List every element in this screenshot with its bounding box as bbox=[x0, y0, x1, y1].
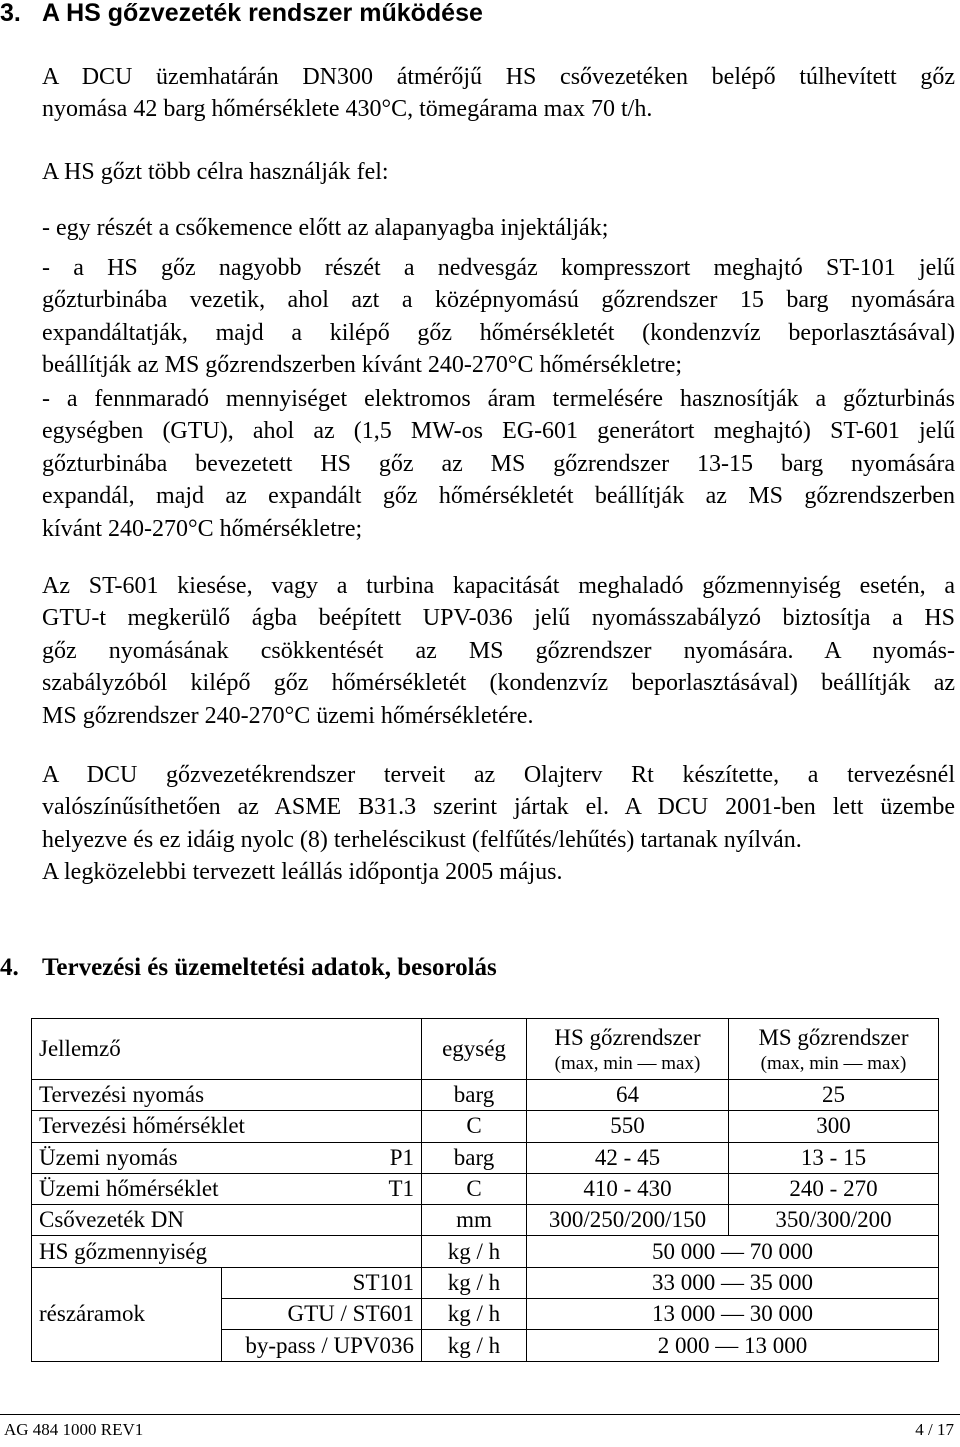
paragraph-6 bbox=[42, 570, 955, 732]
paragraph-5 bbox=[42, 383, 955, 545]
paragraph-2 bbox=[42, 156, 955, 188]
table-row bbox=[32, 1142, 939, 1173]
row-name: Tervezési hőmérséklet bbox=[32, 1111, 422, 1142]
paragraph-line: A DCU gőzvezetékrendszer terveit az Olajterv Rt készítette, a tervezésnél bbox=[42, 762, 955, 788]
table-row bbox=[32, 1111, 939, 1142]
row-unit: kg / h bbox=[422, 1299, 527, 1330]
row-name: Csővezeték DN bbox=[32, 1205, 422, 1236]
row-unit: C bbox=[422, 1173, 527, 1204]
paragraph-line: beállítják az MS gőzrendszerben kívánt 240-270°C hőmérsékletre; bbox=[42, 352, 683, 379]
section-4-heading bbox=[0, 953, 497, 983]
row-unit: barg bbox=[422, 1080, 527, 1111]
row-tag: T1 bbox=[388, 1176, 414, 1202]
table-row bbox=[32, 1173, 939, 1204]
design-data-table bbox=[31, 1018, 939, 1362]
row-name-cell bbox=[32, 1142, 422, 1173]
paragraph-line: GTU-t megkerülő ágba beépített UPV-036 jelű nyomásszabályzó biztosítja a HS bbox=[42, 605, 955, 632]
paragraph-line: valószínűsíthetően az ASME B31.3 szerint jártak el. A DCU 2001-ben lett üzembe bbox=[42, 794, 955, 821]
paragraph-line: nyomása 42 barg hőmérséklete 430°C, tömegárama max 70 t/h. bbox=[42, 96, 653, 123]
row-unit: barg bbox=[422, 1142, 527, 1173]
section-3-title: A HS gőzvezeték rendszer működése bbox=[42, 0, 483, 27]
paragraph-line: expandál, majd az expandált gőz hőmérsékletét beállítják az MS gőzrendszerben bbox=[42, 483, 955, 510]
paragraph-line: A HS gőzt több célra használják fel: bbox=[42, 159, 389, 185]
row-combined-value: 2 000 — 13 000 bbox=[527, 1330, 939, 1361]
row-tag: P1 bbox=[389, 1144, 414, 1170]
paragraph-line: egységben (GTU), ahol az (1,5 MW-os EG-601 generátort meghajtó) ST-601 jelű bbox=[42, 418, 955, 445]
row-hs-value: 550 bbox=[527, 1111, 729, 1142]
paragraph-7 bbox=[42, 759, 955, 889]
row-name: Üzemi hőmérséklet bbox=[39, 1176, 219, 1202]
table-row bbox=[32, 1205, 939, 1236]
row-ms-value: 240 - 270 bbox=[729, 1173, 939, 1204]
row-tag: by-pass / UPV036 bbox=[222, 1330, 422, 1361]
row-unit: kg / h bbox=[422, 1267, 527, 1298]
row-name: Tervezési nyomás bbox=[32, 1080, 422, 1111]
row-combined-value: 13 000 — 30 000 bbox=[527, 1299, 939, 1330]
paragraph-line: A legközelebbi tervezett leállás időpontja 2005 május. bbox=[42, 859, 563, 886]
row-name: Üzemi nyomás bbox=[39, 1144, 178, 1170]
row-combined-value: 50 000 — 70 000 bbox=[527, 1236, 939, 1267]
row-unit: mm bbox=[422, 1205, 527, 1236]
header-hs bbox=[527, 1019, 729, 1080]
paragraph-line: - a fennmaradó mennyiséget elektromos áram termelésére hasznosítják a gőzturbinás bbox=[42, 386, 955, 412]
row-unit: kg / h bbox=[422, 1236, 527, 1267]
row-name-cell bbox=[32, 1173, 422, 1204]
section-3-heading bbox=[0, 0, 483, 28]
header-ms-sub: (max, min — max) bbox=[760, 1053, 907, 1074]
paragraph-4 bbox=[42, 252, 955, 382]
table-row bbox=[32, 1236, 939, 1267]
paragraph-line: kívánt 240-270°C hőmérsékletre; bbox=[42, 515, 363, 542]
row-combined-value: 33 000 — 35 000 bbox=[527, 1267, 939, 1298]
row-tag: ST101 bbox=[222, 1267, 422, 1298]
header-hs-title: HS gőzrendszer bbox=[554, 1025, 701, 1050]
table-row bbox=[32, 1267, 939, 1298]
row-name: HS gőzmennyiség bbox=[32, 1236, 422, 1267]
paragraph-1 bbox=[42, 61, 955, 126]
paragraph-line: - egy részét a csőkemence előtt az alapanyagba injektálják; bbox=[42, 215, 609, 241]
section-4-title: Tervezési és üzemeltetési adatok, besorolás bbox=[42, 954, 497, 981]
header-jellemzo: Jellemző bbox=[32, 1019, 422, 1080]
row-ms-value: 350/300/200 bbox=[729, 1205, 939, 1236]
paragraph-line: helyezve és ez idáig nyolc (8) terheléscikust (felfűtés/lehűtés) tartanak nyílván. bbox=[42, 826, 802, 853]
row-hs-value: 42 - 45 bbox=[527, 1142, 729, 1173]
table-row bbox=[32, 1080, 939, 1111]
section-4-number: 4. bbox=[0, 954, 19, 981]
paragraph-line: gőz nyomásának csökkentését az MS gőzrendszer nyomására. A nyomás- bbox=[42, 637, 955, 664]
row-tag: GTU / ST601 bbox=[222, 1299, 422, 1330]
table-header-row bbox=[32, 1019, 939, 1080]
row-hs-value: 410 - 430 bbox=[527, 1173, 729, 1204]
header-ms bbox=[729, 1019, 939, 1080]
row-hs-value: 300/250/200/150 bbox=[527, 1205, 729, 1236]
row-unit: kg / h bbox=[422, 1330, 527, 1361]
paragraph-line: MS gőzrendszer 240-270°C üzemi hőmérsékletére. bbox=[42, 702, 534, 729]
paragraph-line: - a HS gőz nagyobb részét a nedvesgáz kompresszort meghajtó ST-101 jelű bbox=[42, 255, 955, 281]
paragraph-line: gőzturbinába vezetik, ahol azt a középnyomású gőzrendszer 15 barg nyomására bbox=[42, 287, 955, 314]
paragraph-3 bbox=[42, 212, 955, 244]
row-hs-value: 64 bbox=[527, 1080, 729, 1111]
paragraph-line: szabályzóból kilépő gőz hőmérsékletét (kondenzvíz beporlasztásával) beállítják az bbox=[42, 670, 955, 697]
paragraph-line: gőzturbinába bevezetett HS gőz az MS gőzrendszer 13-15 barg nyomására bbox=[42, 450, 955, 477]
footer-doc-id: AG 484 1000 REV1 bbox=[4, 1420, 144, 1439]
paragraph-line: expandáltatják, majd a kilépő gőz hőmérsékletét (kondenzvíz beporlasztásával) bbox=[42, 319, 955, 346]
paragraph-line: A DCU üzemhatárán DN300 átmérőjű HS csővezetéken belépő túlhevített gőz bbox=[42, 64, 955, 90]
row-ms-value: 300 bbox=[729, 1111, 939, 1142]
header-egyseg: egység bbox=[422, 1019, 527, 1080]
footer-page-number: 4 / 17 bbox=[915, 1420, 954, 1439]
section-3-number: 3. bbox=[0, 0, 21, 27]
header-hs-sub: (max, min — max) bbox=[554, 1053, 701, 1074]
row-ms-value: 25 bbox=[729, 1080, 939, 1111]
header-ms-title: MS gőzrendszer bbox=[758, 1025, 909, 1050]
paragraph-line: Az ST-601 kiesése, vagy a turbina kapacitását meghaladó gőzmennyiség esetén, a bbox=[42, 573, 955, 599]
footer-divider bbox=[0, 1414, 960, 1415]
row-ms-value: 13 - 15 bbox=[729, 1142, 939, 1173]
row-unit: C bbox=[422, 1111, 527, 1142]
partial-label: részáramok bbox=[32, 1267, 222, 1361]
